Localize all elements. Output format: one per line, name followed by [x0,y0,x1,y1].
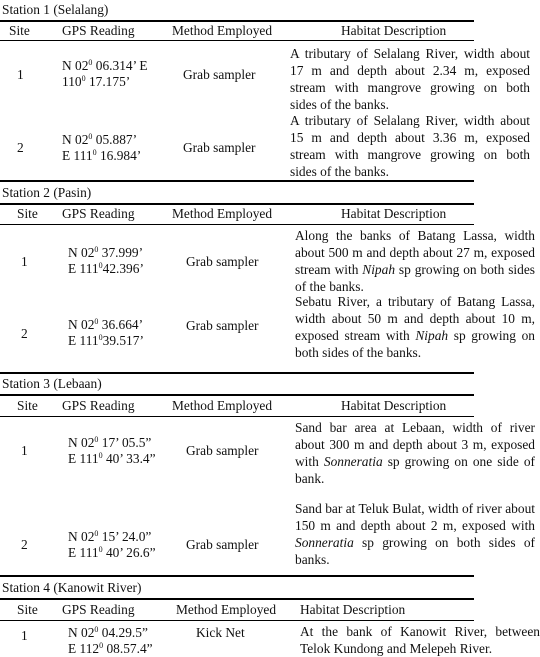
gps-reading: N $02^0$ 36.664’ E $111^039.517$’ [68,317,144,348]
table-rule [0,598,474,600]
site-number: 1 [21,254,28,269]
gps-header: GPS Reading [62,206,135,221]
method-employed: Grab sampler [183,140,256,155]
method-header: Method Employed [176,602,277,617]
site-header: Site [17,398,38,413]
site-number: 2 [21,537,28,552]
site-number: 2 [17,140,24,155]
station-1-title: Station 1 (Selalang) [2,2,109,17]
gps-header: GPS Reading [62,602,135,617]
gps-reading: N $02^0$ 15’ 24.0” E $111^0$ 40’ 26.6” [68,529,156,560]
station-3-title: Station 3 (Lebaan) [2,376,102,391]
habitat-header: Habitat Description [341,206,447,221]
method-employed: Kick Net [196,625,245,640]
method-employed: Grab sampler [183,67,256,82]
table-rule [0,372,474,374]
habitat-description: Sebatu River, a tributary of Batang Lassa, width about 50 m and depth about 10 m, exposed stream with Nipah sp growing on both sides of the banks. [295,294,535,360]
table-rule [0,416,474,417]
site-header: Site [17,206,38,221]
site-number: 1 [21,443,28,458]
habitat-description: Sand bar area at Lebaan, width of river about 300 m and depth about 3 m, exposed with Sonneratia sp growing on one side of bank. [295,420,536,486]
station-4-title: Station 4 (Kanowit River) [2,580,142,595]
table-rule [0,394,474,396]
site-header: Site [9,23,30,38]
gps-reading: N $02^0$ 17’ 05.5” E $111^0$ 40’ 33.4” [68,435,156,466]
table-rule [0,203,474,205]
method-header: Method Employed [172,398,273,413]
method-employed: Grab sampler [186,443,259,458]
table-rule [0,620,474,621]
habitat-header: Habitat Description [341,398,447,413]
gps-reading: N $02^0$ 05.887’ E $111^0$ 16.984’ [62,132,142,163]
table-rule [0,40,474,41]
gps-reading: N $02^0$ 04.29.5” E $112^0$ 08.57.4” [68,625,153,656]
habitat-header: Habitat Description [341,23,447,38]
habitat-description: A tributary of Selalang River, width about 15 m and depth about 3.36 m, exposed stream with mangrove growing on both sides of the banks. [290,113,530,179]
habitat-description: At the bank of Kanowit River, between Telok Kundong and Melepeh River. [300,624,540,656]
method-header: Method Employed [172,206,273,221]
site-number: 1 [17,67,24,82]
method-employed: Grab sampler [186,318,259,333]
habitat-description: A tributary of Selalang River, width about 17 m and depth about 2.34 m, exposed stream with mangrove growing on both sides of the banks. [290,46,530,112]
gps-reading: N $02^0$ 37.999’ E $111^042.396$’ [68,245,144,276]
method-header: Method Employed [172,23,273,38]
gps-reading: N $02^0$ 06.314’ E $110^0$ 17.175’ [62,58,148,89]
habitat-header: Habitat Description [300,602,406,617]
habitat-description: Along the banks of Batang Lassa, width about 500 m and depth about 27 m, exposed stream with Nipah sp growing on both sides of the banks. [295,228,535,294]
gps-header: GPS Reading [62,398,135,413]
method-employed: Grab sampler [186,537,259,552]
table-rule [0,575,474,577]
table-rule [0,224,474,225]
site-number: 2 [21,326,28,341]
method-employed: Grab sampler [186,254,259,269]
site-header: Site [17,602,38,617]
station-2-title: Station 2 (Pasin) [2,185,92,200]
table-rule [0,180,474,182]
table-rule [0,20,474,22]
gps-header: GPS Reading [62,23,135,38]
site-number: 1 [21,628,28,643]
habitat-description: Sand bar at Teluk Bulat, width of river about 150 m and depth about 2 m, exposed with Sonneratia sp growing on both sides of banks. [295,501,535,567]
